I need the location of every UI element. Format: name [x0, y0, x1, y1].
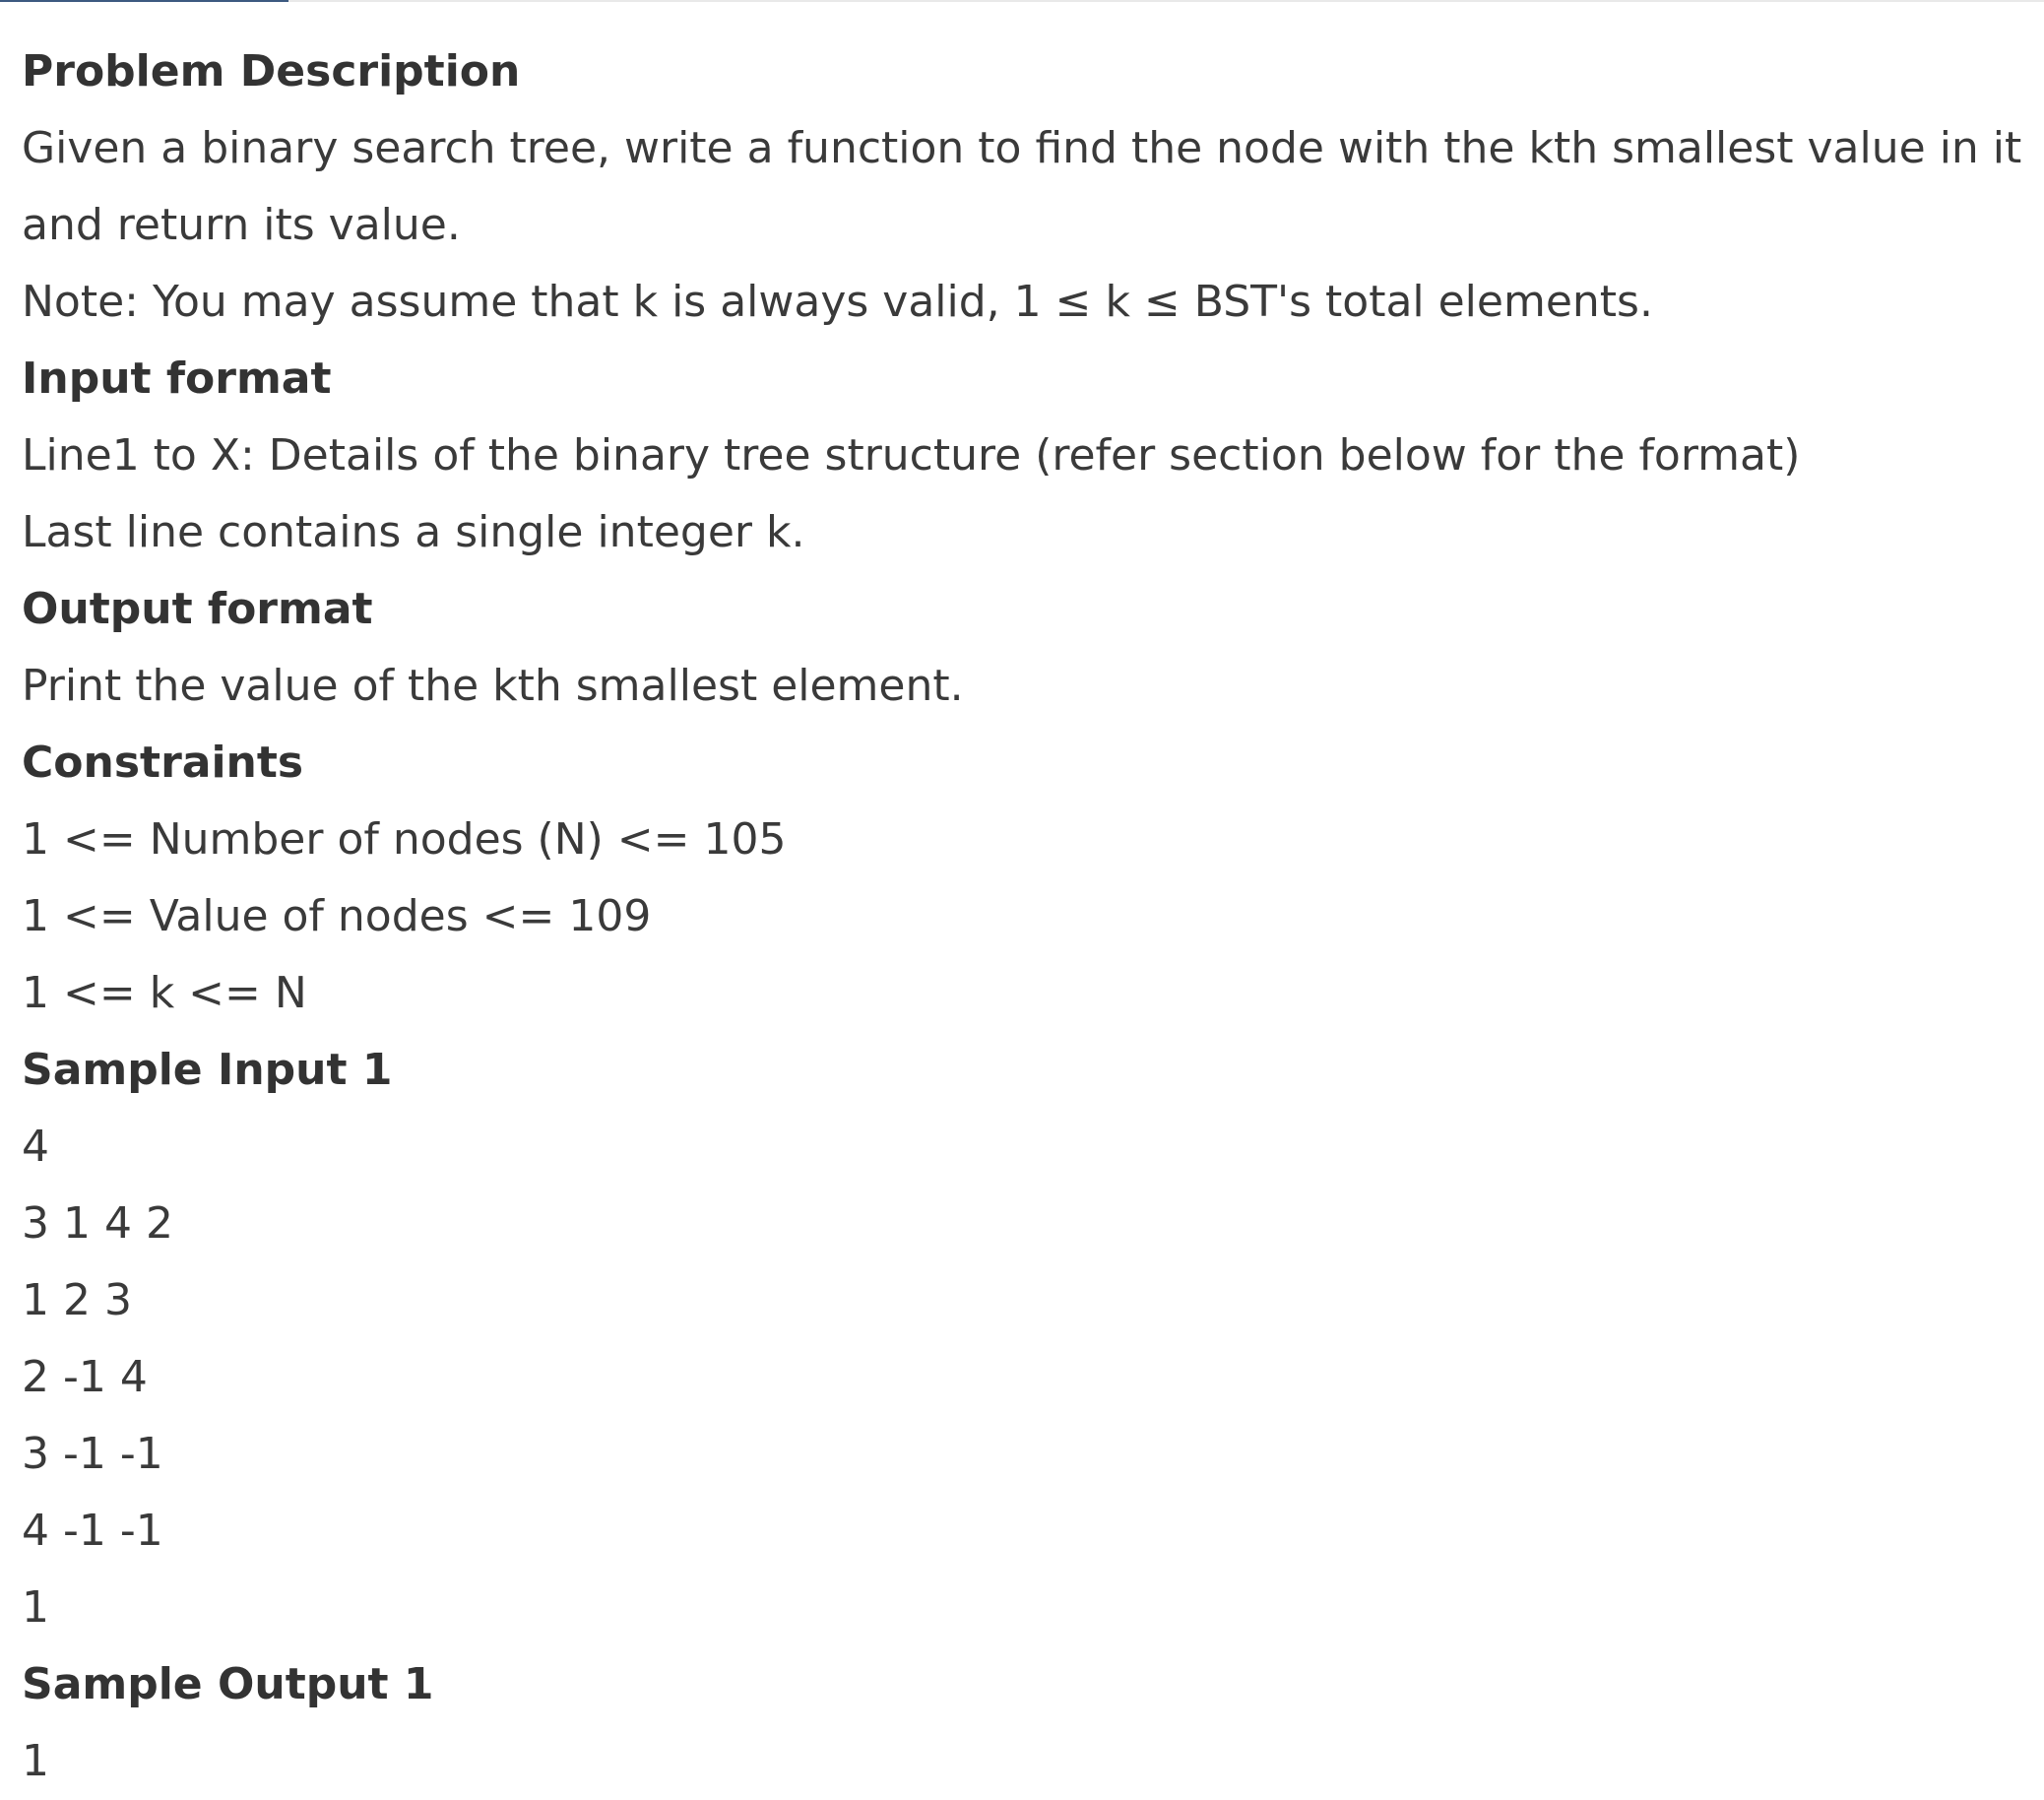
sample-input-heading: Sample Input 1 [22, 1045, 393, 1095]
constraint-line: 1 <= Value of nodes <= 109 [22, 891, 652, 941]
sample-input-line: 1 [22, 1582, 49, 1633]
sample-input-line: 4 [22, 1122, 49, 1172]
sample-output-heading: Sample Output 1 [22, 1659, 434, 1709]
description-note: Note: You may assume that k is always valid, 1 ≤ k ≤ BST's total elements. [22, 277, 1653, 327]
input-format-line: Last line contains a single integer k. [22, 507, 805, 557]
sample-input-line: 2 -1 4 [22, 1352, 148, 1402]
active-tab-indicator [0, 0, 288, 2]
description-line: Given a binary search tree, write a function to find the node with the kth smallest value in it [22, 123, 2022, 173]
description-line: and return its value. [22, 200, 461, 250]
top-divider [0, 0, 2044, 2]
sample-input-line: 3 -1 -1 [22, 1429, 163, 1479]
constraints-heading: Constraints [22, 738, 304, 788]
constraint-line: 1 <= k <= N [22, 968, 307, 1018]
output-format-line: Print the value of the kth smallest element. [22, 661, 964, 711]
sample-input-line: 3 1 4 2 [22, 1198, 173, 1249]
problem-description-heading: Problem Description [22, 46, 521, 96]
input-format-heading: Input format [22, 354, 332, 404]
constraint-line: 1 <= Number of nodes (N) <= 105 [22, 814, 787, 865]
sample-output-line: 1 [22, 1736, 49, 1786]
sample-input-line: 1 2 3 [22, 1275, 132, 1325]
output-format-heading: Output format [22, 584, 373, 634]
input-format-line: Line1 to X: Details of the binary tree structure (refer section below for the format) [22, 430, 1801, 481]
sample-input-line: 4 -1 -1 [22, 1506, 163, 1556]
problem-statement [22, 33, 2020, 1800]
